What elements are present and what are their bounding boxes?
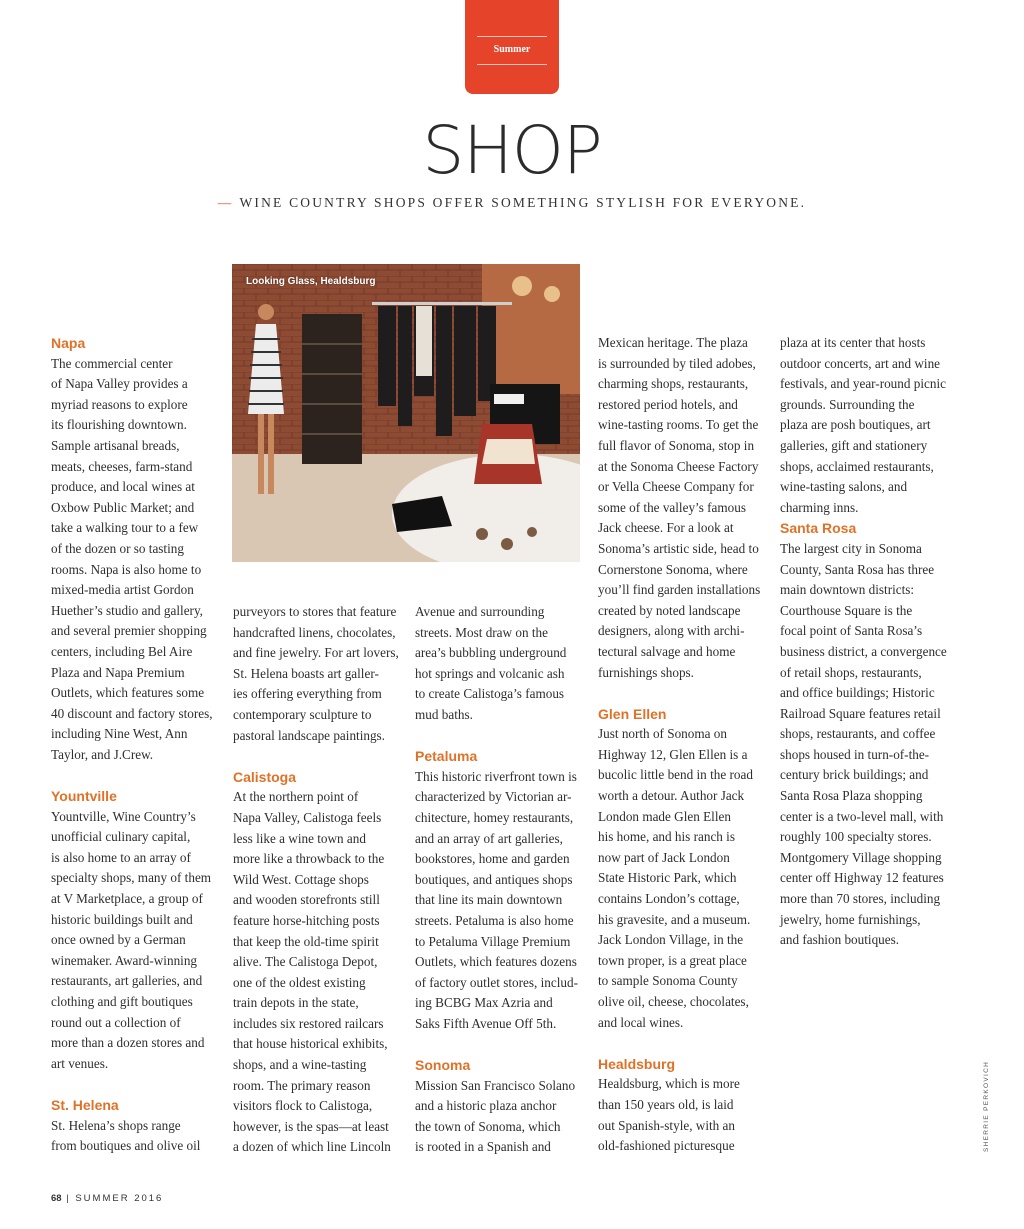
page-folio [51,1193,163,1204]
column-5 [780,333,958,951]
para-calistoga: At the northern point of Napa Valley, Calistoga feels less like a wine town and more like a throwback to the Wild West. Cottage shops and wooden storefronts still feature horse-hitching posts that keep the old-time spirit alive. The Calistoga Depot, one of the oldest existing train depots in the state, includes six restored railcars that house historical exhibits, shops, and a wine-tasting room. The primary reason visitors flock to Calistoga, however, is the spas—at least a dozen of which line Lincoln [233,789,391,1155]
para-sonoma-cont: Mexican heritage. The plaza is surrounded by tiled adobes, charming shops, restaurants, restored period hotels, and wine-tasting rooms. To get the full flavor of Sonoma, stop in at the Sonoma Cheese Factory or Vella Cheese Company for some of the valley’s famous Jack cheese. For a look at Sonoma’s artistic side, head to Cornerstone Sonoma, where you’ll find garden installations created by noted landscape designers, along with archi- tectural salvage and home furnishings shops. [598,335,761,680]
column-1 [51,333,229,1157]
photo-credit [983,1060,995,1155]
section-tab-label: Summer [493,44,531,55]
page-subtitle [0,195,1024,211]
heading-st-helena: St. Helena [51,1096,119,1113]
column-2 [233,602,411,1158]
column-3 [415,602,593,1158]
para-glen-ellen: Just north of Sonoma on Highway 12, Glen Ellen is a bucolic little bend in the road worth a detour. Author Jack London made Glen Ellen his home, and his ranch is now part of Jack London State Historic Park, which contains London’s cottage, his gravesite, and a museum. Jack London Village, in the town proper, is a great place to sample Sonoma County olive oil, cheese, chocolates, and local wines. [598,726,753,1030]
para-healdsburg: Healdsburg, which is more than 150 years old, is laid out Spanish-style, with an old-fashioned picturesque [598,1076,740,1154]
para-yountville: Yountville, Wine Country’s unofficial culinary capital, is also home to an array of specialty shops, many of them at V Marketplace, a group of historic buildings built and once owned by a German winemaker. Award-winning restaurants, art galleries, and clothing and gift boutiques round out a collection of more than a dozen stores and art venues. [51,808,212,1071]
page-title: SHOP [422,112,602,189]
section-tab [465,0,559,94]
store-photo [232,264,580,562]
store-photo-illustration [232,264,580,562]
tab-rule-top [477,36,547,37]
heading-napa: Napa [51,335,86,351]
para-petaluma: This historic riverfront town is characterized by Victorian ar- chitecture, homey restaurants, and an array of art galleries, bookstores, home and garden boutiques, and antiques shops that line its main downtown streets. Petaluma is also home to Petaluma Village Premium Outlets, which features dozens of factory outlet stores, includ- ing BCBG Max Azria and Saks Fifth Avenue Off 5th. [415,768,578,1031]
heading-yountville: Yountville [51,788,117,805]
heading-glen-ellen: Glen Ellen [598,705,667,722]
para-st-helena: St. Helena’s shops range from boutiques and olive oil [51,1117,201,1154]
column-4 [598,333,776,1157]
folio-separator: | [66,1193,71,1204]
para-sonoma: Mission San Francisco Solano and a historic plaza anchor the town of Sonoma, which is rooted in a Spanish and [415,1077,576,1155]
para-napa: The commercial center of Napa Valley provides a myriad reasons to explore its flourishing downtown. Sample artisanal breads, meats, cheeses, farm-stand produce, and local wines at Oxbow Public Market; and take a walking tour to a few of the dozen or so tasting rooms. Napa is also home to mixed-media artist Gordon Huether’s studio and gallery, and several premier shopping centers, including Bel Aire Plaza and Napa Premium Outlets, which features some 40 discount and factory stores, including Nine West, Ann Taylor, and J.Crew. [51,355,213,762]
photo-caption: Looking Glass, Healdsburg [246,276,376,287]
heading-healdsburg: Healdsburg [598,1055,676,1072]
heading-petaluma: Petaluma [415,748,478,765]
para-santa-rosa: The largest city in Sonoma County, Santa Rosa has three main downtown districts: Courthouse Square is the focal point of Santa Rosa’s business district, a convergence of retail shops, restaurants, and office buildings; Historic Railroad Square features retail shops, restaurants, and coffee shops housed in turn-of-the- century brick buildings; and Santa Rosa Plaza shopping center is a two-level mall, with roughly 100 specialty stores. Montgomery Village shopping center off Highway 12 features more than 70 stores, including jewelry, home furnishings, and fashion boutiques. [780,540,947,948]
photo-credit-text: SHERRIE PERKOVICH [983,1060,990,1152]
tab-rule-bottom [477,64,547,65]
issue-label: SUMMER 2016 [75,1193,164,1204]
heading-santa-rosa: Santa Rosa [780,520,857,537]
page-number: 68 [51,1193,62,1204]
para-calistoga-cont: Avenue and surrounding streets. Most draw on the area’s bubbling underground hot springs and volcanic ash to create Calistoga’s famous mud baths. [415,604,567,722]
heading-calistoga: Calistoga [233,768,297,785]
para-healdsburg-cont: plaza at its center that hosts outdoor concerts, art and wine festivals, and year-round picnic grounds. Surrounding the plaza are posh boutiques, art galleries, gift and stationery shops, acclaimed restaurants, wine-tasting salons, and charming inns. [780,335,946,515]
subtitle-dash: — [217,195,234,210]
para-st-helena-cont: purveyors to stores that feature handcrafted linens, chocolates, and fine jewelry. For art lovers, St. Helena boasts art galler- ies offering everything from contemporary sculpture to pastoral landscape paintings. [233,604,399,743]
heading-sonoma: Sonoma [415,1057,471,1074]
subtitle-text: WINE COUNTRY SHOPS OFFER SOMETHING STYLISH FOR EVERYONE. [239,195,807,210]
